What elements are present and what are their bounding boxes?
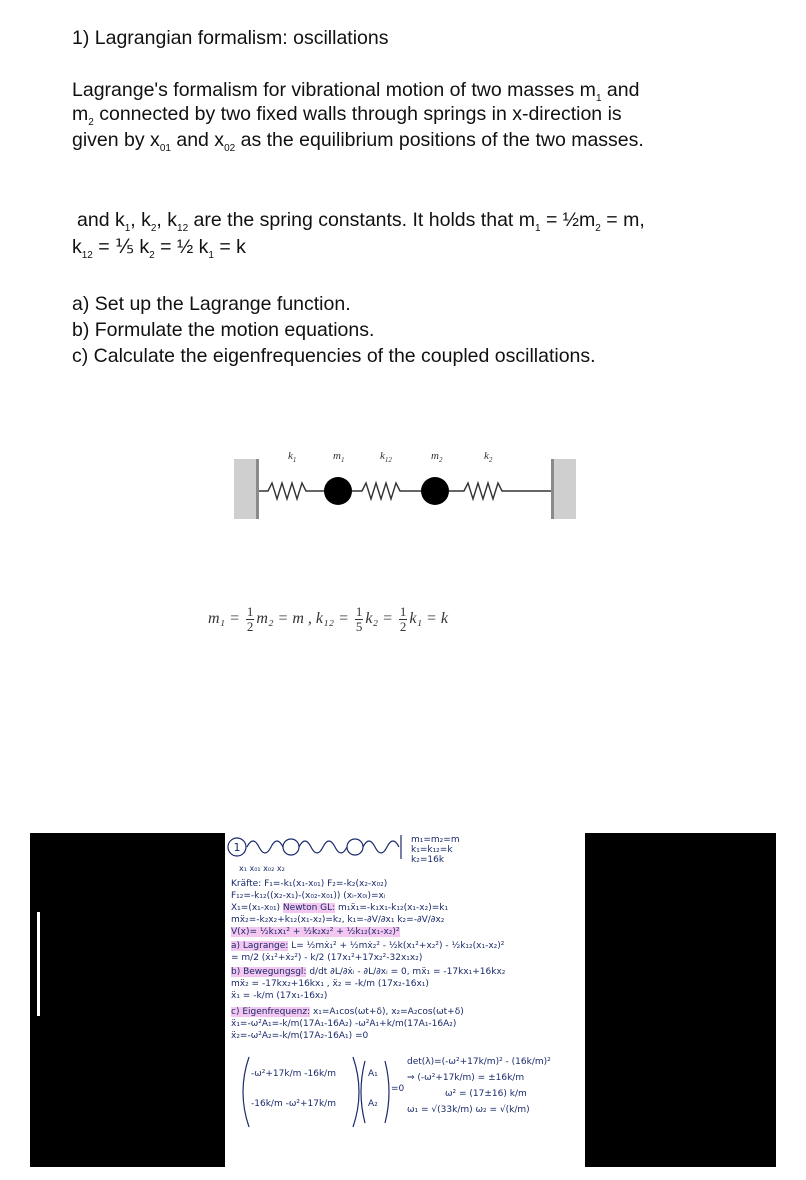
fraction-one-fifth: $\frac{1}{5}$	[355, 604, 363, 634]
note-line-3: X₁=(x₁-x₀₁) Newton GL: m₁ẍ₁=-k₁x₁-k₁₂(x₁-x₂)=k₁	[231, 903, 449, 913]
matrix-equals-zero: =0	[391, 1084, 405, 1094]
handwritten-solution	[225, 833, 585, 1167]
intro-line-3: given by $x_{01}$ and $x_{02}$ as the equilibrium positions of the two masses.	[72, 129, 644, 154]
matrix-brackets	[235, 1051, 415, 1141]
note-line-12: ẍ₁=-ω²A₁=-k/m(17A₁-16A₂) -ω²A₁+k/m(17A₁-16A₂)	[231, 1019, 457, 1029]
eigenfrequencies: ω₁ = √(33k/m) ω₂ = √(k/m)	[407, 1105, 530, 1115]
note-line-1: Kräfte: F₁=-k₁(x₁-x₀₁) F₂=-k₂(x₂-x₀₂)	[231, 879, 388, 889]
fraction-one-half-2: $\frac{1}{2}$	[399, 604, 407, 634]
position-labels: x₁ x₀₁ x₀₂ x₂	[239, 864, 285, 873]
note-line-2: F₁₂=-k₁₂((x₂-x₁)-(x₀₂-x₀₁)) (xᵢ-x₀ᵢ)=xᵢ	[231, 891, 386, 901]
spring-k1	[259, 483, 324, 499]
omega-squared: ω² = (17±16) k/m	[445, 1089, 527, 1099]
label-k12: $k_{12}$	[380, 450, 392, 464]
note-line-8: b) Bewegungsgl: d/dt ∂L/∂ẋᵢ - ∂L/∂xᵢ = 0, mẍ₁ = -17kx₁+16kx₂	[231, 967, 506, 977]
note-line-7: = m/2 (ẋ₁²+ẋ₂²) - k/2 (17x₁²+17x₂²-32x₁x₂)	[231, 953, 423, 963]
constants-line-1: and $k_1$, $k_2$, $k_{12}$ are the spring constants. It holds that $m_1$ = $\frac{1}{2}m_2 = m$,	[77, 209, 645, 234]
task-b: b) Formulate the motion equations.	[72, 319, 375, 341]
note-line-6: a) Lagrange: L= ½mẋ₁² + ½mẋ₂² - ½k(x₁²+x₂²) - ½k₁₂(x₁-x₂)²	[231, 941, 505, 951]
constants-line-2: $k_{12}$ = ⅕ $k_2$ = ½ $k_1 = k$	[72, 236, 246, 261]
vector-a1: A₁	[368, 1069, 378, 1079]
note-line-13: ẍ₂=-ω²A₂=-k/m(17A₂-16A₁) =0	[231, 1031, 369, 1041]
mass-m2	[421, 477, 449, 505]
frame-edge-mark	[37, 912, 40, 1016]
given-masses: m₁=m₂=m	[411, 835, 460, 845]
given-k1: k₁=k₁₂=k	[411, 845, 453, 855]
determinant-result: ⇒ (-ω²+17k/m) = ±16k/m	[407, 1073, 525, 1083]
note-line-11: c) Eigenfrequenz: x₁=A₁cos(ωt+δ), x₂=A₂cos(ωt+δ)	[231, 1007, 464, 1017]
matrix-row-2: -16k/m -ω²+17k/m	[251, 1099, 336, 1109]
task-c: c) Calculate the eigenfrequencies of the coupled oscillations.	[72, 345, 596, 367]
intro-line-1: Lagrange's formalism for vibrational motion of two masses $m_1$ and	[72, 79, 640, 104]
given-k2: k₂=16k	[411, 855, 445, 865]
right-wall	[552, 459, 576, 519]
label-k2: $k_2$	[484, 450, 493, 464]
note-line-9: mẍ₂ = -17kx₂+16kx₁ , ẍ₂ = -k/m (17x₂-16x₁)	[231, 979, 429, 989]
vector-a2: A₂	[368, 1099, 378, 1109]
svg-text:1: 1	[233, 841, 241, 854]
label-m1: $m_1$	[333, 450, 345, 464]
note-line-4: mẍ₂=-k₂x₂+k₁₂(x₁-x₂)=k₂, k₁=-∂V/∂x₁ k₂=-∂V/∂x₂	[231, 915, 445, 925]
intro-line-2: $m_2$ connected by two fixed walls through springs in x-direction is	[72, 103, 622, 128]
label-m2: $m_2$	[431, 450, 443, 464]
note-line-5: V(x)= ½k₁x₁² + ½k₂x₂² + ½k₁₂(x₁-x₂)²	[231, 927, 400, 937]
fraction-one-half: $\frac{1}{2}$	[246, 604, 254, 634]
mass-m1	[324, 477, 352, 505]
label-k1: $k_1$	[288, 450, 297, 464]
spring-k12	[352, 483, 421, 499]
matrix-row-1: -ω²+17k/m -16k/m	[251, 1069, 336, 1079]
determinant-line: det(λ)=(-ω²+17k/m)² - (16k/m)²	[407, 1057, 551, 1067]
left-wall	[234, 459, 258, 519]
problem-title: 1) Lagrangian formalism: oscillations	[72, 27, 389, 49]
spring-mass-diagram	[230, 445, 580, 535]
task-a: a) Set up the Lagrange function.	[72, 293, 351, 315]
spring-k2	[449, 483, 551, 499]
constraint-formula: m₁ = $\frac{1}{2}$ m₂ = m , k₁₂ = $\frac{1}{5}$ k₂ = $\frac{1}{2}$ k₁ = k	[208, 604, 448, 634]
note-line-10: ẍ₁ = -k/m (17x₁-16x₂)	[231, 991, 328, 1001]
